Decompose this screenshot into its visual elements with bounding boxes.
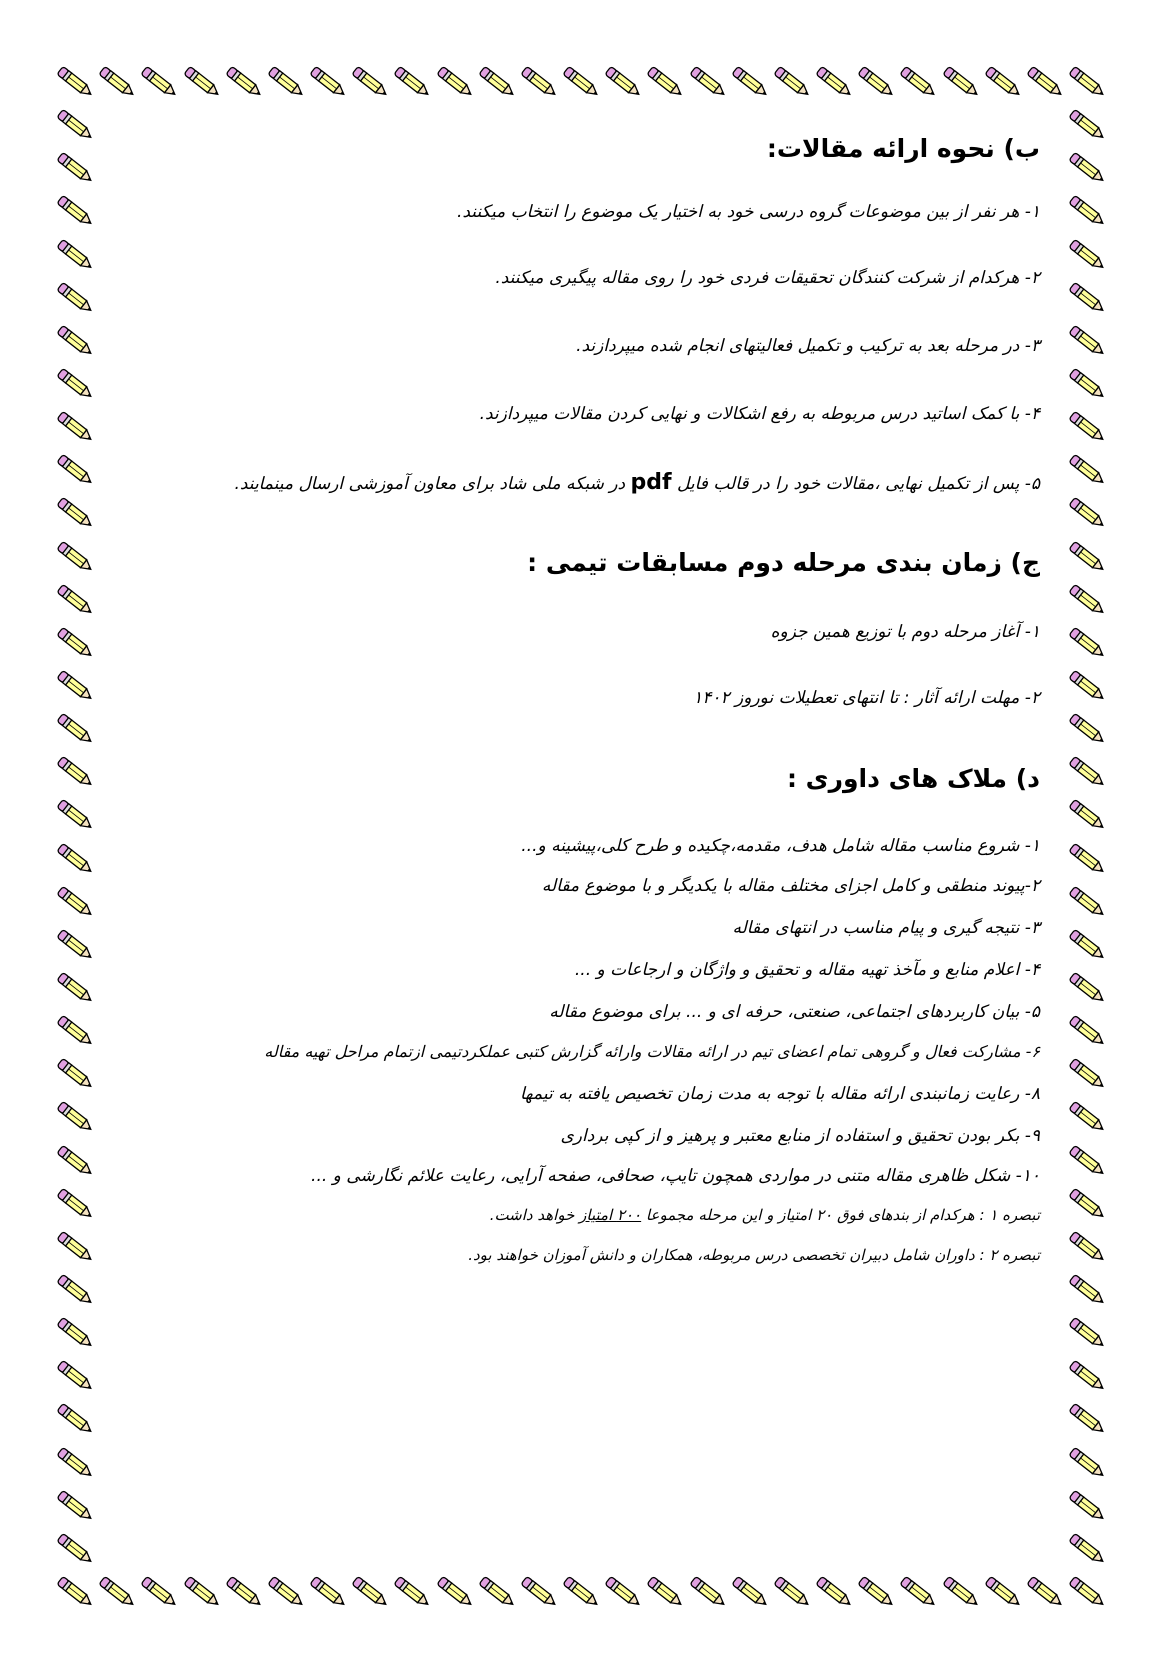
pencil-icon bbox=[52, 1097, 98, 1137]
pencil-icon bbox=[52, 1011, 98, 1051]
pencil-icon bbox=[1064, 1141, 1110, 1181]
pencil-icon bbox=[1064, 882, 1110, 922]
section-d-item-2: ۲-پیوند منطقی و کامل اجزای مختلف مقاله با یکدیگر و با موضوع مقاله bbox=[541, 876, 1040, 896]
pencil-icon bbox=[52, 148, 98, 188]
section-d-item-1: ۱- شروع مناسب مقاله شامل هدف، مقدمه،چکیده و طرح کلی،پیشینه و... bbox=[521, 836, 1040, 856]
pencil-icon bbox=[1064, 1184, 1110, 1224]
pencil-icon bbox=[136, 62, 182, 102]
pencil-icon bbox=[1022, 1572, 1068, 1612]
pencil-icon bbox=[52, 1184, 98, 1224]
pencil-icon bbox=[347, 62, 393, 102]
pencil-icon bbox=[811, 1572, 857, 1612]
pencil-icon bbox=[1064, 709, 1110, 749]
pencil-icon bbox=[769, 62, 815, 102]
pencil-icon bbox=[1064, 148, 1110, 188]
pencil-icon bbox=[938, 62, 984, 102]
pencil-icon bbox=[1064, 1011, 1110, 1051]
pencil-icon bbox=[895, 62, 941, 102]
pencil-icon bbox=[1064, 1399, 1110, 1439]
pencil-icon bbox=[432, 62, 478, 102]
pencil-icon bbox=[938, 1572, 984, 1612]
pencil-icon bbox=[1064, 839, 1110, 879]
pencil-icon bbox=[980, 62, 1026, 102]
section-d-item-8: ۸- رعایت زمانبندی ارائه مقاله با توجه به مدت زمان تخصیص یافته به تیمها bbox=[519, 1084, 1040, 1104]
section-d-item-9: ۹- بکر بودن تحقیق و استفاده از منابع معتبر و پرهیز و از کپی برداری bbox=[560, 1126, 1040, 1146]
pencil-icon bbox=[52, 278, 98, 318]
section-d-item-3: ۳- نتیجه گیری و پیام مناسب در انتهای مقاله bbox=[732, 918, 1040, 938]
pencil-icon bbox=[1064, 321, 1110, 361]
pencil-icon bbox=[52, 321, 98, 361]
pencil-icon bbox=[1064, 235, 1110, 275]
section-c-item-1: ۱- آغاز مرحله دوم با توزیع همین جزوه bbox=[770, 622, 1040, 642]
pencil-icon bbox=[600, 62, 646, 102]
note-1 bbox=[490, 1206, 1040, 1224]
pencil-icon bbox=[432, 1572, 478, 1612]
section-d-item-5: ۵- بیان کاربردهای اجتماعی، صنعتی، حرفه ای و ... برای موضوع مقاله bbox=[549, 1002, 1040, 1022]
pencil-icon bbox=[727, 1572, 773, 1612]
pencil-icon bbox=[769, 1572, 815, 1612]
pencil-icon bbox=[52, 709, 98, 749]
pencil-icon bbox=[221, 1572, 267, 1612]
pencil-icon bbox=[1064, 1227, 1110, 1267]
section-b-item-2: ۲- هرکدام از شرکت کنندگان تحقیقات فردی خود را روی مقاله پیگیری میکنند. bbox=[495, 268, 1040, 288]
pencil-icon bbox=[52, 839, 98, 879]
section-c-item-2: ۲- مهلت ارائه آثار : تا انتهای تعطیلات نوروز ۱۴۰۲ bbox=[693, 688, 1040, 708]
pencil-icon bbox=[1064, 1270, 1110, 1310]
section-d-item-10: ۱۰- شکل ظاهری مقاله متنی در مواردی همچون تایپ، صحافی، صفحه آرایی، رعایت علائم نگارشی و ... bbox=[311, 1166, 1040, 1186]
pencil-icon bbox=[52, 407, 98, 447]
pencil-icon bbox=[52, 191, 98, 231]
pencil-icon bbox=[1064, 450, 1110, 490]
pencil-icon bbox=[1064, 191, 1110, 231]
note-1-underlined: ۲۰۰ امتیاز bbox=[579, 1206, 642, 1224]
pencil-icon bbox=[685, 62, 731, 102]
section-d-heading: د) ملاک های داوری : bbox=[786, 764, 1040, 793]
pencil-icon bbox=[516, 1572, 562, 1612]
pencil-icon bbox=[52, 1399, 98, 1439]
pencil-icon bbox=[52, 62, 98, 102]
pencil-icon bbox=[685, 1572, 731, 1612]
pencil-icon bbox=[1064, 1054, 1110, 1094]
pencil-icon bbox=[52, 795, 98, 835]
pencil-icon bbox=[52, 1529, 98, 1569]
section-b-item-5 bbox=[234, 470, 1040, 495]
pencil-icon bbox=[52, 1443, 98, 1483]
pencil-icon bbox=[474, 1572, 520, 1612]
pencil-icon bbox=[853, 1572, 899, 1612]
pencil-icon bbox=[52, 1270, 98, 1310]
pencil-icon bbox=[1064, 795, 1110, 835]
section-b-item-1: ۱- هر نفر از بین موضوعات گروه درسی خود به اختیار یک موضوع را انتخاب میکنند. bbox=[456, 202, 1040, 222]
pencil-icon bbox=[52, 105, 98, 145]
pencil-icon bbox=[52, 925, 98, 965]
pencil-icon bbox=[94, 62, 140, 102]
pencil-icon bbox=[642, 62, 688, 102]
pencil-icon bbox=[179, 62, 225, 102]
pencil-icon bbox=[1064, 62, 1110, 102]
pencil-icon bbox=[1064, 1097, 1110, 1137]
pencil-icon bbox=[136, 1572, 182, 1612]
pencil-icon bbox=[52, 623, 98, 663]
pencil-icon bbox=[52, 580, 98, 620]
pencil-icon bbox=[1064, 1313, 1110, 1353]
pencil-icon bbox=[52, 1141, 98, 1181]
pencil-icon bbox=[1064, 407, 1110, 447]
section-d-item-4: ۴- اعلام منابع و مآخذ تهیه مقاله و تحقیق و واژگان و ارجاعات و ... bbox=[574, 960, 1040, 980]
pencil-icon bbox=[52, 1356, 98, 1396]
pencil-icon bbox=[600, 1572, 646, 1612]
pencil-icon bbox=[52, 752, 98, 792]
note-2: تبصره ۲ : داوران شامل دبیران تخصصی درس مربوطه، همکاران و دانش آموزان خواهند بود. bbox=[468, 1246, 1040, 1264]
pencil-icon bbox=[1064, 580, 1110, 620]
pencil-icon bbox=[263, 1572, 309, 1612]
pencil-icon bbox=[895, 1572, 941, 1612]
pencil-icon bbox=[94, 1572, 140, 1612]
pencil-icon bbox=[305, 1572, 351, 1612]
pencil-icon bbox=[1022, 62, 1068, 102]
pencil-icon bbox=[1064, 537, 1110, 577]
pencil-icon bbox=[1064, 1443, 1110, 1483]
pencil-icon bbox=[52, 882, 98, 922]
pencil-icon bbox=[516, 62, 562, 102]
note-1-before: تبصره ۱ : هرکدام از بندهای فوق ۲۰ امتیاز و این مرحله مجموعا bbox=[645, 1206, 1040, 1224]
section-b-item-4: ۴- با کمک اساتید درس مربوطه به رفع اشکالات و نهایی کردن مقالات میپردازند. bbox=[479, 404, 1040, 424]
note-1-after: خواهد داشت. bbox=[489, 1206, 575, 1224]
pencil-icon bbox=[980, 1572, 1026, 1612]
pencil-icon bbox=[52, 235, 98, 275]
pencil-icon bbox=[1064, 666, 1110, 706]
pencil-icon bbox=[1064, 493, 1110, 533]
pencil-icon bbox=[1064, 623, 1110, 663]
pencil-icon bbox=[389, 62, 435, 102]
pencil-icon bbox=[179, 1572, 225, 1612]
pencil-icon bbox=[727, 62, 773, 102]
pencil-icon bbox=[263, 62, 309, 102]
pencil-icon bbox=[305, 62, 351, 102]
pencil-icon bbox=[347, 1572, 393, 1612]
pencil-icon bbox=[1064, 1529, 1110, 1569]
pencil-icon bbox=[52, 968, 98, 1008]
pencil-icon bbox=[52, 1572, 98, 1612]
pencil-icon bbox=[52, 493, 98, 533]
item-5-pdf: pdf bbox=[630, 470, 672, 495]
pencil-icon bbox=[389, 1572, 435, 1612]
pencil-icon bbox=[1064, 752, 1110, 792]
pencil-icon bbox=[474, 62, 520, 102]
pencil-icon bbox=[558, 62, 604, 102]
section-d-item-6: ۶- مشارکت فعال و گروهی تمام اعضای تیم در ارائه مقالات وارائه گزارش کتبی عملکردتیمی ازتمام مراحل تهیه مقاله bbox=[264, 1042, 1040, 1061]
section-b-heading: ب) نحوه ارائه مقالات: bbox=[766, 134, 1040, 163]
pencil-icon bbox=[811, 62, 857, 102]
pencil-icon bbox=[642, 1572, 688, 1612]
pencil-icon bbox=[52, 364, 98, 404]
pencil-icon bbox=[221, 62, 267, 102]
pencil-icon bbox=[1064, 1572, 1110, 1612]
pencil-icon bbox=[52, 537, 98, 577]
pencil-icon bbox=[1064, 105, 1110, 145]
pencil-icon bbox=[558, 1572, 604, 1612]
pencil-icon bbox=[52, 1227, 98, 1267]
pencil-icon bbox=[1064, 1486, 1110, 1526]
item-5-after: در شبکه ملی شاد برای معاون آموزشی ارسال مینمایند. bbox=[234, 474, 626, 494]
pencil-icon bbox=[1064, 278, 1110, 318]
pencil-icon bbox=[52, 1486, 98, 1526]
pencil-icon bbox=[52, 1054, 98, 1094]
section-b-item-3: ۳- در مرحله بعد به ترکیب و تکمیل فعالیتهای انجام شده میپردازند. bbox=[576, 336, 1040, 356]
pencil-icon bbox=[1064, 364, 1110, 404]
pencil-icon bbox=[1064, 1356, 1110, 1396]
pencil-icon bbox=[52, 1313, 98, 1353]
pencil-icon bbox=[1064, 925, 1110, 965]
item-5-before: ۵- پس از تکمیل نهایی ،مقالات خود را در قالب فایل bbox=[677, 474, 1040, 494]
pencil-icon bbox=[52, 666, 98, 706]
section-c-heading: ج) زمان بندی مرحله دوم مسابقات تیمی : bbox=[527, 548, 1040, 577]
pencil-icon bbox=[853, 62, 899, 102]
pencil-icon bbox=[52, 450, 98, 490]
pencil-icon bbox=[1064, 968, 1110, 1008]
